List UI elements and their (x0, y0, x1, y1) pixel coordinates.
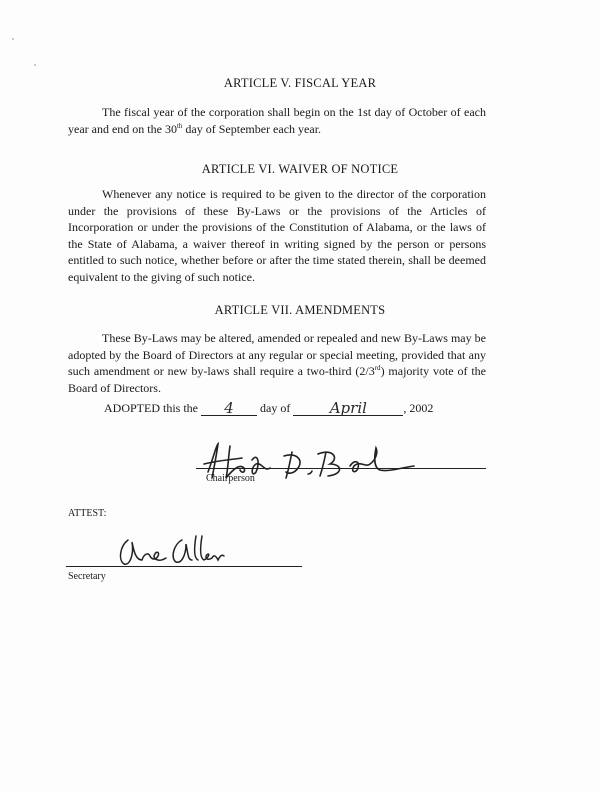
scan-speck (34, 64, 36, 66)
adopted-year: , 2002 (403, 401, 434, 415)
article-vii-heading: ARTICLE VII. AMENDMENTS (214, 303, 386, 317)
secretary-signature-line (66, 566, 302, 567)
adopted-month-field (293, 401, 403, 416)
chairperson-label: Chairperson (206, 473, 255, 484)
scan-speck (12, 38, 14, 40)
secretary-signature (116, 530, 226, 570)
adopted-day-field (201, 401, 257, 416)
secretary-label: Secretary (68, 571, 106, 582)
adopted-month-handwritten: April (329, 399, 367, 417)
article-v-heading: ARTICLE V. FISCAL YEAR (223, 76, 377, 90)
article-vii-text: These By-Laws may be altered, amended or repealed and new By-Laws may be adopted by the Board of Directors at any regular or special meeting, provided that any such amendment or new by-laws shall require a two-third (2/3rd) majority vote of the Board of Directors. (68, 331, 486, 395)
adopted-prefix: ADOPTED this the (104, 401, 198, 415)
article-vi-text: Whenever any notice is required to be given to the director of the corporation under the provisions of these By-Laws or the provisions of the Articles of Incorporation or under the provisions of the Constitution of Alabama, or the laws of the State of Alabama, a waiver thereof in writing signed by the person or persons entitled to such notice, whether before or after the time stated therein, shall be deemed equivalent to the giving of such notice. (68, 187, 486, 284)
chairperson-signature-line (196, 468, 486, 469)
article-v-text: The fiscal year of the corporation shall begin on the 1st day of October of each year and end on the 30th day of September each year. (68, 105, 486, 136)
adopted-day-handwritten: 4 (224, 399, 234, 417)
adoption-line (104, 400, 504, 416)
adopted-middle: day of (260, 401, 291, 415)
attest-label: ATTEST: (68, 508, 107, 519)
article-vi-heading: ARTICLE VI. WAIVER OF NOTICE (201, 162, 399, 176)
